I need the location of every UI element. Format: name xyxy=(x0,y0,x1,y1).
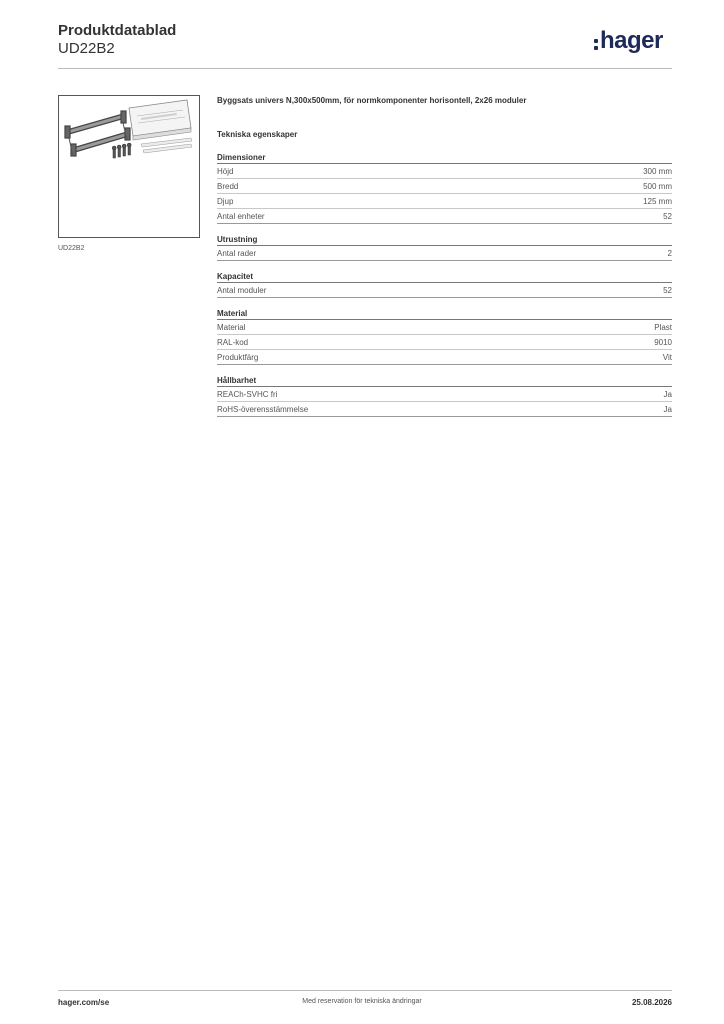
footer-disclaimer: Med reservation för tekniska ändringar xyxy=(302,998,422,1005)
spec-label: Antal rader xyxy=(217,248,257,258)
group-heading: Kapacitet xyxy=(217,261,672,283)
spec-label: Höjd xyxy=(217,166,234,176)
screws xyxy=(112,143,131,158)
cover-panel xyxy=(129,100,191,140)
product-image xyxy=(58,95,200,238)
spec-label: Antal enheter xyxy=(217,211,265,221)
spec-row xyxy=(217,194,672,209)
product-code: UD22B2 xyxy=(58,40,115,57)
spec-row xyxy=(217,387,672,402)
spec-group-hallbarhet xyxy=(217,365,672,417)
spec-label: RAL-kod xyxy=(217,337,249,347)
spec-label: REACh-SVHC fri xyxy=(217,389,278,399)
group-heading: Material xyxy=(217,298,672,320)
hager-logo[interactable] xyxy=(594,26,663,56)
spec-row xyxy=(217,283,672,298)
spec-value: Plast xyxy=(654,322,672,332)
specs-heading: Tekniska egenskaper xyxy=(217,130,298,139)
footer-date: 25.08.2026 xyxy=(631,998,672,1007)
document-title: Produktdatablad xyxy=(58,22,177,39)
spec-row xyxy=(217,335,672,350)
spec-value: Ja xyxy=(663,404,672,414)
spec-value: 9010 xyxy=(654,337,672,347)
spec-row xyxy=(217,246,672,261)
group-heading: Hållbarhet xyxy=(217,365,672,387)
group-heading: Utrustning xyxy=(217,224,672,246)
image-caption: UD22B2 xyxy=(58,245,85,252)
spec-value: 52 xyxy=(663,211,672,221)
spec-group-material xyxy=(217,298,672,365)
footer-divider xyxy=(58,990,672,991)
product-description: Byggsats univers N,300x500mm, för normkomponenter horisontell, 2x26 moduler xyxy=(217,96,527,105)
spec-group-utrustning xyxy=(217,224,672,261)
spec-row xyxy=(217,209,672,224)
spec-group-kapacitet xyxy=(217,261,672,298)
spec-row xyxy=(217,164,672,179)
logo-dots-icon xyxy=(594,39,598,50)
spec-label: Produktfärg xyxy=(217,352,259,362)
spec-value: Ja xyxy=(663,389,672,399)
spec-value: 125 mm xyxy=(643,196,672,206)
spec-label: Material xyxy=(217,322,246,332)
spec-value: 500 mm xyxy=(643,181,672,191)
spec-value: Vit xyxy=(662,352,672,362)
spec-row xyxy=(217,350,672,365)
spec-value: 2 xyxy=(667,248,672,258)
logo-text: hager xyxy=(600,27,663,54)
spec-label: Antal moduler xyxy=(217,285,267,295)
spec-label: Djup xyxy=(217,196,234,206)
header-divider xyxy=(58,68,672,69)
spec-row xyxy=(217,402,672,417)
spec-label: RoHS-överensstämmelse xyxy=(217,404,309,414)
spec-row xyxy=(217,179,672,194)
spec-value: 300 mm xyxy=(643,166,672,176)
spec-content xyxy=(217,96,672,417)
enclosure-kit-illustration xyxy=(59,96,199,237)
spec-value: 52 xyxy=(663,285,672,295)
spec-row xyxy=(217,320,672,335)
spec-label: Bredd xyxy=(217,181,239,191)
footer-website-link[interactable]: hager.com/se xyxy=(58,998,110,1007)
cover-strips xyxy=(141,138,192,153)
group-heading: Dimensioner xyxy=(217,142,672,164)
spec-group-dimensioner xyxy=(217,142,672,224)
